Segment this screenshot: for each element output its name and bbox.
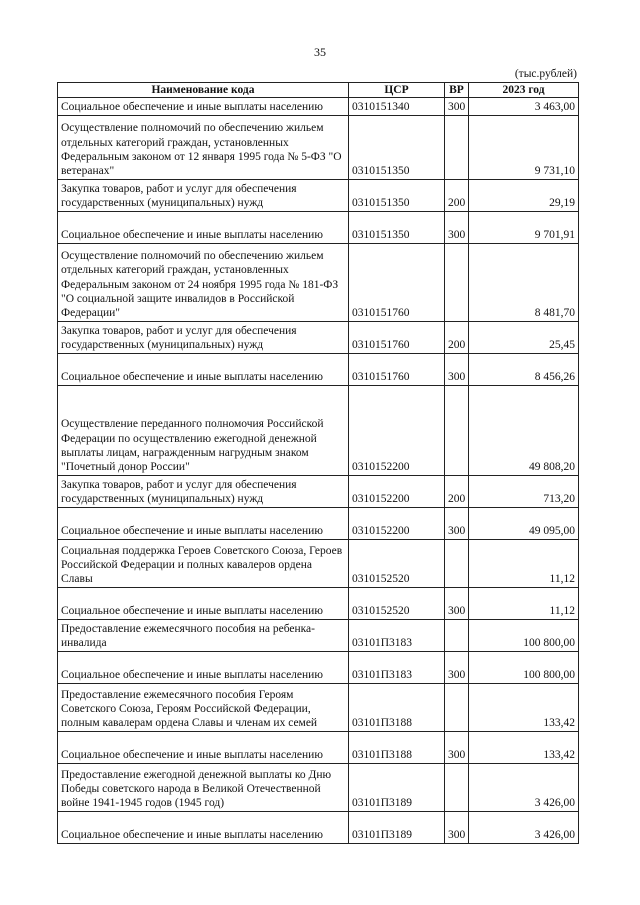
row-name-cell: Социальная поддержка Героев Советского Союза, Героев Российской Федерации и полных кавалеров ордена Славы [58,540,349,588]
units-label: (тыс.рублей) [514,68,577,80]
row-csr-cell: 03101П3183 [349,652,445,684]
header-csr: ЦСР [349,83,445,98]
row-vr-cell: 300 [445,98,469,116]
row-name-cell: Социальное обеспечение и иные выплаты населению [58,508,349,540]
table-row [58,684,579,732]
row-name-cell: Социальное обеспечение и иные выплаты населению [58,588,349,620]
row-vr-cell [445,116,469,180]
row-csr-cell: 03101П3183 [349,620,445,652]
table-row [58,540,579,588]
table-row [58,652,579,684]
row-csr-cell: 0310151350 [349,116,445,180]
row-sum-cell: 49 808,20 [469,386,579,476]
table-row [58,620,579,652]
table-row [58,212,579,244]
row-name-cell: Социальное обеспечение и иные выплаты населению [58,354,349,386]
table-body [58,98,579,844]
row-sum-cell: 133,42 [469,732,579,764]
header-year: 2023 год [469,83,579,98]
row-sum-cell: 8 456,26 [469,354,579,386]
budget-table [57,82,579,844]
row-vr-cell [445,386,469,476]
row-sum-cell: 29,19 [469,180,579,212]
row-name-cell: Закупка товаров, работ и услуг для обеспечения государственных (муниципальных) нужд [58,476,349,508]
row-sum-cell: 133,42 [469,684,579,732]
row-sum-cell: 100 800,00 [469,652,579,684]
header-vr: ВР [445,83,469,98]
row-csr-cell: 0310151760 [349,354,445,386]
row-name-cell: Осуществление полномочий по обеспечению жильем отдельных категорий граждан, установленных Федеральным законом от 24 ноября 1995 года № 181-ФЗ "О социальной защите инвалидов в Российской Федерации" [58,244,349,322]
table-row [58,98,579,116]
row-name-cell: Предоставление ежемесячного пособия на ребенка-инвалида [58,620,349,652]
row-vr-cell: 200 [445,322,469,354]
table-row [58,116,579,180]
row-vr-cell: 300 [445,732,469,764]
row-sum-cell: 100 800,00 [469,620,579,652]
row-name-cell: Предоставление ежегодной денежной выплаты ко Дню Победы советского народа в Великой Отечественной войне 1941-1945 годов (1945 год) [58,764,349,812]
row-csr-cell: 0310151760 [349,322,445,354]
row-vr-cell [445,764,469,812]
row-sum-cell: 9 701,91 [469,212,579,244]
row-csr-cell: 0310152200 [349,476,445,508]
row-csr-cell: 03101П3189 [349,812,445,844]
row-csr-cell: 0310151340 [349,98,445,116]
row-name-cell: Предоставление ежемесячного пособия Героям Советского Союза, Героям Российской Федерации, полным кавалерам ордена Славы и членам их семей [58,684,349,732]
row-vr-cell [445,684,469,732]
row-csr-cell: 0310152200 [349,508,445,540]
row-vr-cell [445,620,469,652]
page-number: 35 [314,45,326,59]
row-vr-cell: 200 [445,180,469,212]
table-row [58,588,579,620]
row-sum-cell: 3 463,00 [469,98,579,116]
row-vr-cell: 300 [445,812,469,844]
row-sum-cell: 11,12 [469,540,579,588]
header-name: Наименование кода [58,83,349,98]
row-vr-cell: 200 [445,476,469,508]
row-name-cell: Социальное обеспечение и иные выплаты населению [58,212,349,244]
table-row [58,180,579,212]
row-sum-cell: 9 731,10 [469,116,579,180]
table-row [58,732,579,764]
row-sum-cell: 713,20 [469,476,579,508]
row-csr-cell: 0310152200 [349,386,445,476]
table-row [58,354,579,386]
table-row [58,386,579,476]
table-row [58,244,579,322]
row-name-cell: Социальное обеспечение и иные выплаты населению [58,98,349,116]
table-row [58,508,579,540]
row-csr-cell: 03101П3188 [349,732,445,764]
row-sum-cell: 11,12 [469,588,579,620]
table-header-row [58,83,579,98]
row-csr-cell: 0310152520 [349,540,445,588]
row-vr-cell: 300 [445,652,469,684]
row-name-cell: Социальное обеспечение и иные выплаты населению [58,652,349,684]
row-vr-cell [445,244,469,322]
row-vr-cell: 300 [445,588,469,620]
row-csr-cell: 0310151350 [349,212,445,244]
table-row [58,476,579,508]
table-row [58,764,579,812]
row-name-cell: Закупка товаров, работ и услуг для обеспечения государственных (муниципальных) нужд [58,322,349,354]
row-vr-cell [445,540,469,588]
row-csr-cell: 0310152520 [349,588,445,620]
row-csr-cell: 03101П3188 [349,684,445,732]
row-csr-cell: 03101П3189 [349,764,445,812]
row-csr-cell: 0310151350 [349,180,445,212]
row-sum-cell: 49 095,00 [469,508,579,540]
row-name-cell: Осуществление полномочий по обеспечению жильем отдельных категорий граждан, установленных Федеральным законом от 12 января 1995 года № 5-ФЗ "О ветеранах" [58,116,349,180]
table-row [58,322,579,354]
row-vr-cell: 300 [445,354,469,386]
row-vr-cell: 300 [445,212,469,244]
row-name-cell: Осуществление переданного полномочия Российской Федерации по осуществлению ежегодной денежной выплаты лицам, награжденным нагрудным знаком "Почетный донор России" [58,386,349,476]
row-csr-cell: 0310151760 [349,244,445,322]
table-row [58,812,579,844]
row-name-cell: Закупка товаров, работ и услуг для обеспечения государственных (муниципальных) нужд [58,180,349,212]
row-sum-cell: 8 481,70 [469,244,579,322]
row-vr-cell: 300 [445,508,469,540]
row-sum-cell: 3 426,00 [469,764,579,812]
row-name-cell: Социальное обеспечение и иные выплаты населению [58,732,349,764]
row-name-cell: Социальное обеспечение и иные выплаты населению [58,812,349,844]
row-sum-cell: 25,45 [469,322,579,354]
row-sum-cell: 3 426,00 [469,812,579,844]
